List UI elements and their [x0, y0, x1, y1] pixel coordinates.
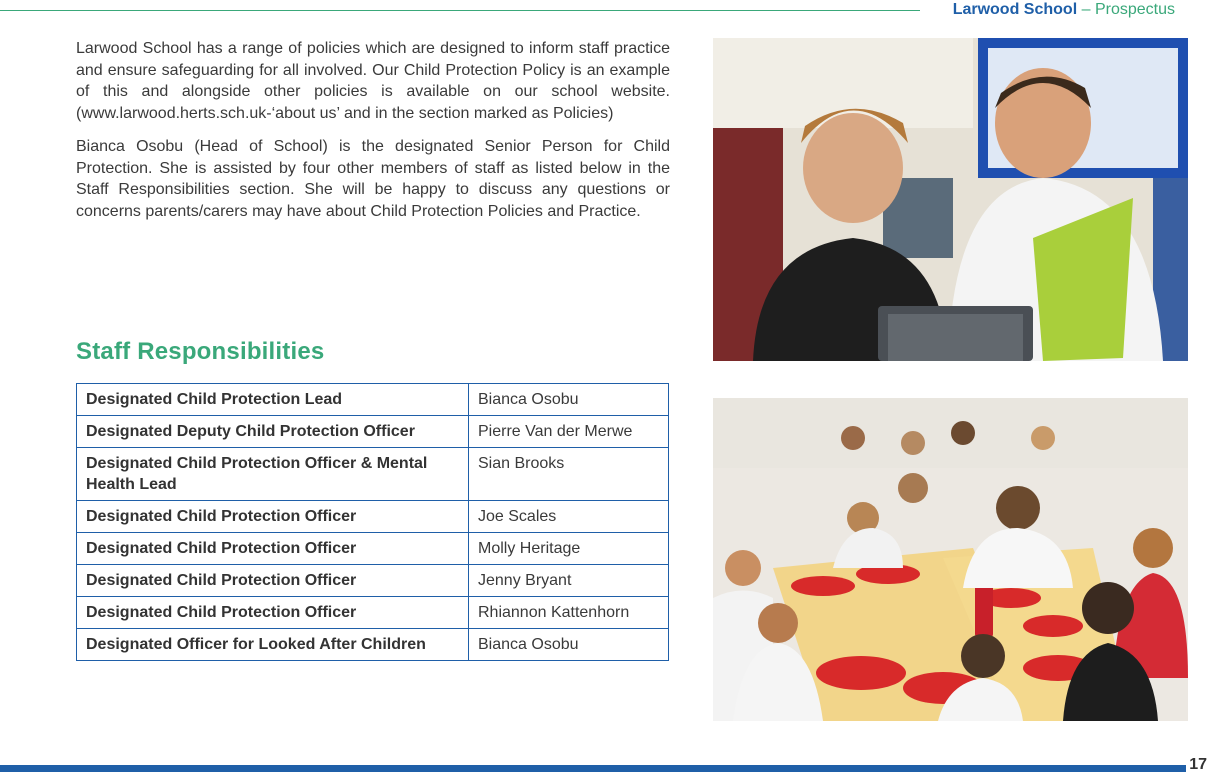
header-separator: –: [1081, 1, 1091, 18]
table-row: [77, 565, 669, 597]
intro-paragraph-1: Larwood School has a range of policies which are designed to inform staff practice and ensure safeguarding for all involved. Our Child Protection Policy is an example of this and alongside other policies is available on our school website. (www.larwood.herts.sch.uk-‘about us’ and in the section marked as Policies): [76, 40, 670, 122]
staff-name: Bianca Osobu: [469, 384, 669, 416]
table-row: [77, 448, 669, 501]
page-number: 17: [1189, 756, 1207, 773]
staff-responsibilities-table: [76, 383, 669, 661]
staff-role: Designated Child Protection Officer & Mental Health Lead: [77, 448, 469, 501]
children-lunch-image: [713, 398, 1188, 721]
table-row: [77, 384, 669, 416]
intro-text: [76, 38, 670, 234]
staff-name: Joe Scales: [469, 501, 669, 533]
school-name: Larwood School: [952, 1, 1078, 18]
table-row: [77, 533, 669, 565]
staff-role: Designated Child Protection Officer: [77, 565, 469, 597]
staff-role: Designated Child Protection Officer: [77, 533, 469, 565]
table-row: [77, 416, 669, 448]
table-row: [77, 501, 669, 533]
footer-bar: [0, 765, 1186, 772]
table-row: [77, 597, 669, 629]
staff-name: Sian Brooks: [469, 448, 669, 501]
staff-name: Pierre Van der Merwe: [469, 416, 669, 448]
teacher-pupil-laptop-image: [713, 38, 1188, 361]
document-section: Prospectus: [1094, 1, 1175, 18]
document-header: [953, 0, 1175, 20]
staff-role: Designated Child Protection Officer: [77, 501, 469, 533]
staff-role: Designated Officer for Looked After Children: [77, 629, 469, 661]
dining-hall-photo: [713, 398, 1188, 721]
staff-name: Molly Heritage: [469, 533, 669, 565]
intro-paragraph-2: Bianca Osobu (Head of School) is the designated Senior Person for Child Protection. She is assisted by four other members of staff as listed below in the Staff Responsibilities section. She will be happy to discuss any questions or concerns parents/carers may have about Child Protection Policies and Practice.: [76, 138, 670, 220]
classroom-photo: [713, 38, 1188, 361]
staff-name: Jenny Bryant: [469, 565, 669, 597]
staff-role: Designated Deputy Child Protection Officer: [77, 416, 469, 448]
staff-role: Designated Child Protection Officer: [77, 597, 469, 629]
staff-name: Bianca Osobu: [469, 629, 669, 661]
table-row: [77, 629, 669, 661]
header-rule: [0, 10, 920, 11]
staff-role: Designated Child Protection Lead: [77, 384, 469, 416]
staff-name: Rhiannon Kattenhorn: [469, 597, 669, 629]
staff-responsibilities-heading: Staff Responsibilities: [76, 338, 325, 365]
